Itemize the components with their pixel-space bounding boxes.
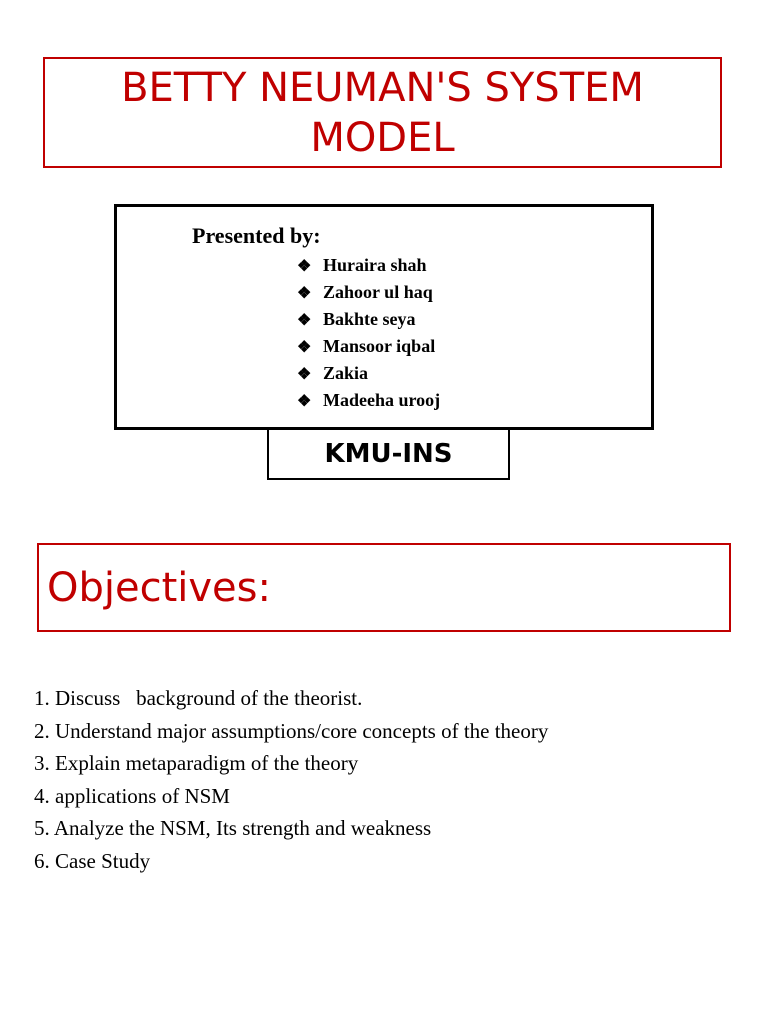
institute-name: KMU-INS bbox=[324, 439, 453, 469]
presenter-name: Mansoor iqbal bbox=[323, 336, 436, 356]
presenter-item bbox=[297, 252, 440, 279]
objective-item: 4. applications of NSM bbox=[34, 783, 230, 808]
objective-item: 3. Explain metaparadigm of the theory bbox=[34, 751, 359, 775]
page-title bbox=[121, 63, 644, 163]
diamond-bullet-icon: ❖ bbox=[297, 257, 312, 275]
presenter-item bbox=[297, 360, 440, 387]
objective-item: 2. Understand major assumptions/core concepts of the theory bbox=[34, 718, 549, 743]
diamond-bullet-icon: ❖ bbox=[297, 311, 312, 329]
presenter-list bbox=[297, 252, 440, 414]
objectives-heading: Objectives: bbox=[47, 564, 271, 611]
presenters-box bbox=[114, 204, 654, 430]
presented-by-label: Presented by: bbox=[192, 223, 321, 248]
title-box bbox=[43, 57, 722, 168]
presenter-name: Bakhte seya bbox=[323, 309, 416, 329]
objective-item: 1. Discuss background of the theorist. bbox=[34, 686, 363, 710]
presenter-item bbox=[297, 333, 440, 360]
objective-list bbox=[34, 682, 548, 877]
objective-item: 5. Analyze the NSM, Its strength and weakness bbox=[34, 816, 432, 840]
diamond-bullet-icon: ❖ bbox=[297, 365, 312, 383]
diamond-bullet-icon: ❖ bbox=[297, 338, 312, 356]
diamond-bullet-icon: ❖ bbox=[297, 284, 312, 302]
title-line-1: BETTY NEUMAN'S SYSTEM bbox=[121, 64, 644, 111]
presenter-item bbox=[297, 279, 440, 306]
presenter-name: Zahoor ul haq bbox=[323, 282, 433, 302]
presenter-item bbox=[297, 387, 440, 414]
presenter-item bbox=[297, 306, 440, 333]
objective-item: 6. Case Study bbox=[34, 848, 151, 873]
presenter-name: Huraira shah bbox=[323, 255, 427, 275]
institute-box bbox=[267, 430, 510, 480]
presenter-name: Zakia bbox=[323, 363, 369, 383]
diamond-bullet-icon: ❖ bbox=[297, 392, 312, 410]
objectives-heading-box bbox=[37, 543, 731, 632]
presenter-name: Madeeha urooj bbox=[323, 390, 441, 410]
title-line-2: MODEL bbox=[310, 114, 455, 161]
